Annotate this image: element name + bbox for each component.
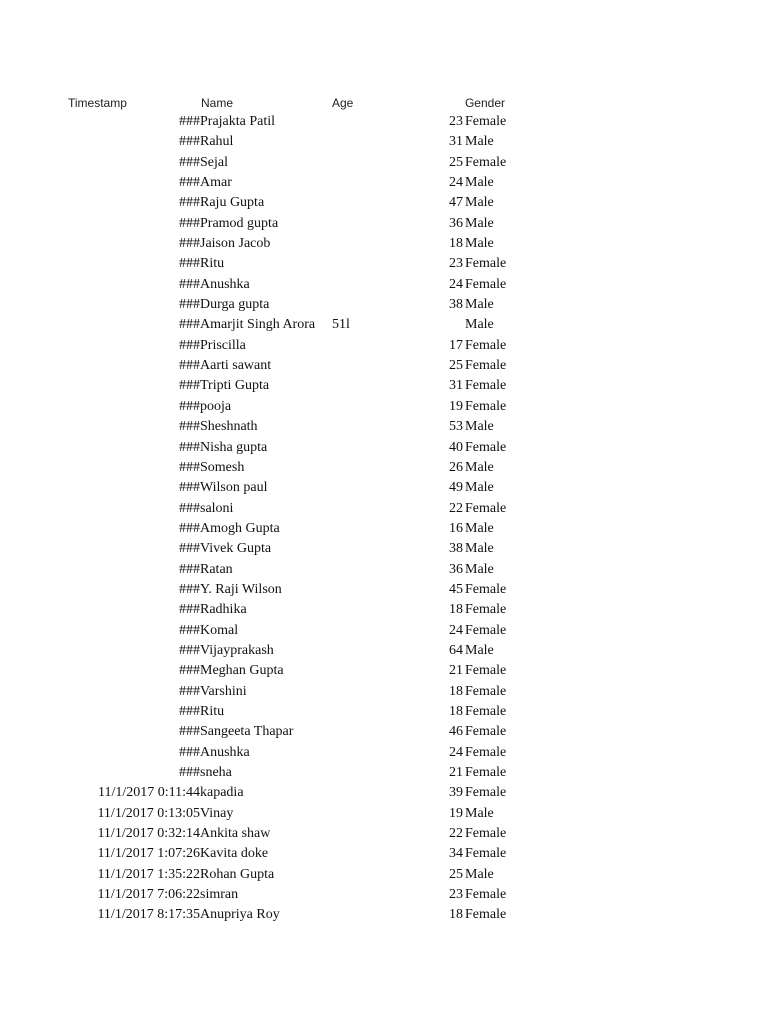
- cell-age: 24: [449, 276, 463, 292]
- cell-timestamp: 11/1/2017 0:11:44: [97, 785, 200, 801]
- cell-name: Prajakta Patil: [200, 114, 276, 129]
- cell-age: 39: [449, 785, 463, 801]
- cell-age: 45: [449, 581, 463, 597]
- cell-timestamp: ###: [179, 703, 200, 719]
- cell-gender: Female: [465, 602, 507, 618]
- cell-gender: Male: [465, 541, 494, 557]
- cell-age: 19: [449, 805, 463, 821]
- table-row: [0, 519, 768, 539]
- cell-name: Vivek Gupta: [200, 541, 272, 557]
- cell-timestamp: 11/1/2017 7:06:22: [97, 887, 200, 903]
- header-timestamp: Timestamp: [68, 96, 127, 110]
- cell-timestamp: ###: [179, 378, 200, 394]
- table-row: [0, 600, 768, 620]
- cell-age: 21: [449, 663, 463, 679]
- cell-age: 46: [449, 724, 463, 740]
- cell-timestamp: ###: [179, 154, 200, 170]
- cell-timestamp: ###: [179, 175, 200, 191]
- cell-gender: Female: [465, 256, 507, 272]
- cell-age-raw: 51l: [332, 317, 350, 333]
- cell-timestamp: 11/1/2017 0:32:14: [97, 826, 200, 842]
- cell-timestamp: ###: [179, 561, 200, 577]
- table-row: [0, 376, 768, 396]
- cell-age: 18: [449, 236, 463, 252]
- cell-age: 22: [449, 500, 463, 516]
- cell-name: Amogh Gupta: [200, 520, 280, 536]
- cell-name: Priscilla: [200, 337, 246, 353]
- cell-timestamp: ###: [179, 256, 200, 272]
- cell-age: 38: [449, 297, 463, 313]
- cell-name: Durga gupta: [200, 297, 270, 313]
- table-row: [0, 743, 768, 763]
- table-row: [0, 356, 768, 376]
- table-row: [0, 499, 768, 519]
- cell-gender: Female: [465, 724, 507, 740]
- cell-name: Meghan Gupta: [200, 663, 284, 679]
- cell-gender: Female: [465, 581, 507, 597]
- cell-gender: Female: [465, 114, 507, 129]
- table-row: [0, 844, 768, 864]
- cell-timestamp: ###: [179, 602, 200, 618]
- cell-timestamp: ###: [179, 398, 200, 414]
- cell-gender: Male: [465, 195, 494, 211]
- cell-name: Jaison Jacob: [200, 236, 271, 252]
- cell-age: 40: [449, 439, 463, 455]
- cell-timestamp: ###: [179, 297, 200, 313]
- cell-timestamp: ###: [179, 744, 200, 760]
- cell-age: 53: [449, 419, 463, 435]
- cell-gender: Female: [465, 744, 507, 760]
- cell-timestamp: ###: [179, 622, 200, 638]
- cell-age: 19: [449, 398, 463, 414]
- cell-timestamp: ###: [179, 581, 200, 597]
- cell-age: 38: [449, 541, 463, 557]
- table-row: [0, 132, 768, 152]
- cell-gender: Male: [465, 866, 494, 882]
- cell-age: 23: [449, 114, 463, 129]
- cell-name: Wilson paul: [200, 480, 268, 496]
- cell-name: Amar: [200, 175, 232, 191]
- cell-name: Vinay: [200, 805, 234, 821]
- table-row: [0, 295, 768, 315]
- cell-name: pooja: [200, 398, 232, 414]
- cell-gender: Female: [465, 154, 507, 170]
- cell-timestamp: ###: [179, 541, 200, 557]
- cell-name: kapadia: [200, 785, 244, 801]
- cell-age: 31: [449, 134, 463, 150]
- cell-timestamp: ###: [179, 337, 200, 353]
- cell-timestamp: ###: [179, 236, 200, 252]
- cell-name: simran: [200, 887, 239, 903]
- cell-age: 25: [449, 866, 463, 882]
- cell-gender: Female: [465, 765, 507, 780]
- cell-name: Anupriya Roy: [200, 907, 280, 923]
- cell-timestamp: ###: [179, 500, 200, 516]
- cell-name: Rahul: [200, 134, 234, 150]
- cell-timestamp: 11/1/2017 0:13:05: [97, 805, 200, 821]
- cell-gender: Female: [465, 276, 507, 292]
- table-row: [0, 641, 768, 661]
- header-name: Name: [201, 96, 234, 110]
- cell-age: 22: [449, 826, 463, 842]
- cell-gender: Male: [465, 215, 494, 231]
- cell-name: Sangeeta Thapar: [200, 724, 294, 740]
- cell-name: Ritu: [200, 256, 225, 272]
- cell-name: Vijayprakash: [200, 642, 274, 658]
- cell-timestamp: ###: [179, 683, 200, 699]
- cell-timestamp: ###: [179, 419, 200, 435]
- cell-name: Kavita doke: [200, 846, 269, 862]
- cell-gender: Male: [465, 236, 494, 252]
- spreadsheet: [0, 92, 768, 926]
- cell-gender: Female: [465, 663, 507, 679]
- cell-age: 36: [449, 561, 463, 577]
- table-row: [0, 824, 768, 844]
- cell-name: Amarjit Singh Arora: [200, 317, 316, 333]
- table-row: [0, 173, 768, 193]
- cell-age: 31: [449, 378, 463, 394]
- cell-timestamp: ###: [179, 215, 200, 231]
- cell-gender: Male: [465, 642, 494, 658]
- cell-age: 18: [449, 703, 463, 719]
- cell-name: Pramod gupta: [200, 215, 279, 231]
- cell-gender: Female: [465, 358, 507, 374]
- cell-gender: Male: [465, 134, 494, 150]
- cell-name: Rohan Gupta: [200, 866, 275, 882]
- cell-gender: Male: [465, 561, 494, 577]
- table-row: [0, 214, 768, 234]
- cell-name: Anushka: [200, 744, 250, 760]
- cell-timestamp: ###: [179, 520, 200, 536]
- cell-gender: Female: [465, 337, 507, 353]
- table-row: [0, 275, 768, 295]
- cell-age: 36: [449, 215, 463, 231]
- cell-age: 64: [449, 642, 463, 658]
- cell-timestamp: ###: [179, 765, 200, 780]
- table-row: [0, 722, 768, 742]
- cell-age: 24: [449, 744, 463, 760]
- cell-name: Somesh: [200, 459, 245, 475]
- cell-age: 25: [449, 154, 463, 170]
- header-age: Age: [332, 96, 354, 110]
- table-row: [0, 905, 768, 925]
- cell-timestamp: 11/1/2017 1:07:26: [97, 846, 200, 862]
- cell-name: Ankita shaw: [200, 826, 271, 842]
- cell-timestamp: ###: [179, 439, 200, 455]
- cell-gender: Female: [465, 826, 507, 842]
- cell-gender: Male: [465, 520, 494, 536]
- header-row: [0, 92, 768, 112]
- cell-age: 49: [449, 480, 463, 496]
- cell-timestamp: ###: [179, 276, 200, 292]
- cell-timestamp: 11/1/2017 1:35:22: [97, 866, 200, 882]
- cell-name: sneha: [200, 765, 232, 780]
- table-row: [0, 478, 768, 498]
- cell-gender: Male: [465, 459, 494, 475]
- table-body: [0, 112, 768, 926]
- cell-timestamp: ###: [179, 724, 200, 740]
- cell-name: Anushka: [200, 276, 250, 292]
- cell-timestamp: ###: [179, 358, 200, 374]
- cell-name: Aarti sawant: [200, 358, 272, 374]
- table-row: [0, 234, 768, 254]
- cell-age: 47: [449, 195, 463, 211]
- cell-gender: Male: [465, 480, 494, 496]
- table-row: [0, 112, 768, 132]
- table-row: [0, 783, 768, 803]
- cell-name: saloni: [200, 500, 234, 516]
- cell-gender: Male: [465, 317, 494, 333]
- table-row: [0, 621, 768, 641]
- table-row: [0, 417, 768, 437]
- cell-timestamp: ###: [179, 663, 200, 679]
- cell-timestamp: 11/1/2017 8:17:35: [97, 907, 200, 923]
- cell-age: 25: [449, 358, 463, 374]
- cell-age: 23: [449, 887, 463, 903]
- cell-timestamp: ###: [179, 480, 200, 496]
- cell-age: 23: [449, 256, 463, 272]
- cell-age: 34: [449, 846, 463, 862]
- cell-age: 16: [449, 520, 463, 536]
- table-row: [0, 682, 768, 702]
- table-row: [0, 560, 768, 580]
- cell-gender: Male: [465, 297, 494, 313]
- cell-age: 26: [449, 459, 463, 475]
- cell-gender: Female: [465, 846, 507, 862]
- cell-timestamp: ###: [179, 317, 200, 333]
- cell-name: Y. Raji Wilson: [200, 581, 282, 597]
- cell-gender: Male: [465, 805, 494, 821]
- cell-gender: Female: [465, 887, 507, 903]
- cell-gender: Male: [465, 419, 494, 435]
- cell-gender: Female: [465, 622, 507, 638]
- cell-gender: Female: [465, 703, 507, 719]
- cell-age: 24: [449, 622, 463, 638]
- cell-age: 21: [449, 765, 463, 780]
- cell-timestamp: ###: [179, 642, 200, 658]
- table-row: [0, 702, 768, 722]
- cell-name: Komal: [200, 622, 239, 638]
- cell-age: 24: [449, 175, 463, 191]
- table-row: [0, 539, 768, 559]
- cell-gender: Female: [465, 683, 507, 699]
- cell-age: 18: [449, 907, 463, 923]
- table-row: [0, 315, 768, 335]
- cell-age: 18: [449, 683, 463, 699]
- cell-age: 18: [449, 602, 463, 618]
- table-row: [0, 661, 768, 681]
- cell-timestamp: ###: [179, 195, 200, 211]
- table-row: [0, 763, 768, 783]
- cell-gender: Female: [465, 500, 507, 516]
- table-row: [0, 397, 768, 417]
- table-row: [0, 254, 768, 274]
- table-row: [0, 153, 768, 173]
- cell-name: Ratan: [200, 561, 233, 577]
- cell-timestamp: ###: [179, 459, 200, 475]
- cell-timestamp: ###: [179, 114, 200, 129]
- cell-age: 17: [449, 337, 463, 353]
- table-row: [0, 804, 768, 824]
- table-row: [0, 580, 768, 600]
- cell-name: Raju Gupta: [200, 195, 265, 211]
- table-row: [0, 438, 768, 458]
- cell-gender: Female: [465, 398, 507, 414]
- cell-gender: Male: [465, 175, 494, 191]
- cell-name: Radhika: [200, 602, 247, 618]
- table-row: [0, 885, 768, 905]
- cell-name: Ritu: [200, 703, 225, 719]
- cell-name: Sheshnath: [200, 419, 258, 435]
- table-row: [0, 865, 768, 885]
- cell-name: Sejal: [200, 154, 228, 170]
- table-row: [0, 336, 768, 356]
- header-gender: Gender: [464, 96, 505, 110]
- cell-name: Tripti Gupta: [200, 378, 270, 394]
- cell-timestamp: ###: [179, 134, 200, 150]
- cell-name: Varshini: [200, 683, 247, 699]
- table-row: [0, 458, 768, 478]
- cell-gender: Female: [465, 439, 507, 455]
- table-row: [0, 193, 768, 213]
- cell-gender: Female: [465, 378, 507, 394]
- cell-gender: Female: [465, 785, 507, 801]
- cell-gender: Female: [465, 907, 507, 923]
- cell-name: Nisha gupta: [200, 439, 268, 455]
